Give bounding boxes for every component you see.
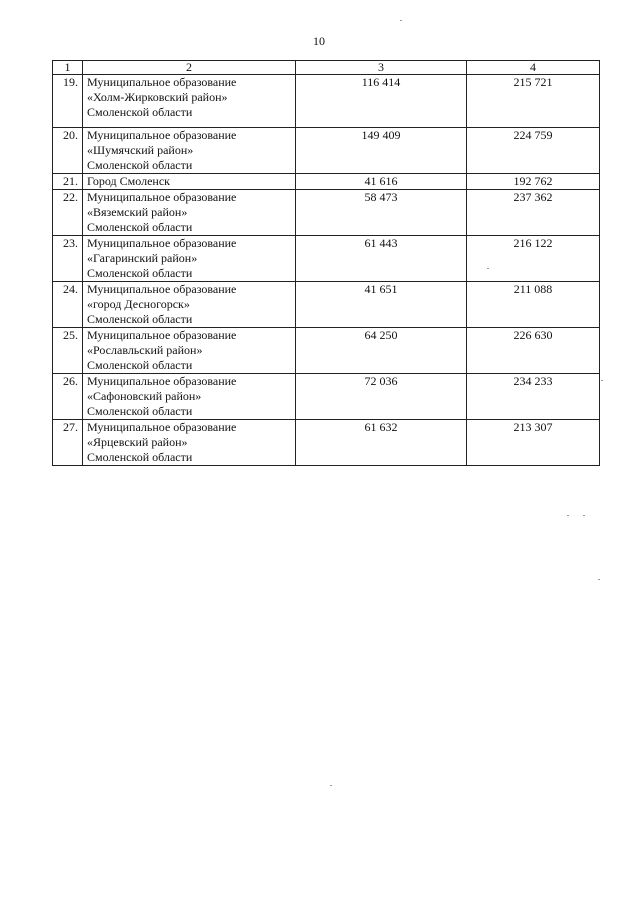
entity-name-line: Муниципальное образование	[87, 328, 237, 342]
value-cell-col3: 41 651	[296, 282, 467, 328]
row-number-cell: 22.	[53, 190, 83, 236]
row-number-cell: 23.	[53, 236, 83, 282]
value-cell-col3: 116 414	[296, 75, 467, 128]
value-cell-col3: 149 409	[296, 128, 467, 174]
entity-name-line: «Холм-Жирковский район»	[87, 90, 228, 104]
value-cell-col3: 61 443	[296, 236, 467, 282]
entity-name-line: «Гагаринский район»	[87, 251, 198, 265]
entity-name-line: «Ярцевский район»	[87, 435, 188, 449]
entity-name-line: Муниципальное образование	[87, 236, 237, 250]
entity-name-line: Смоленской области	[87, 105, 193, 119]
scan-speck	[330, 785, 332, 786]
entity-name-line: «Сафоновский район»	[87, 389, 202, 403]
row-number-cell: 25.	[53, 328, 83, 374]
row-number-cell: 24.	[53, 282, 83, 328]
table-row	[53, 374, 600, 420]
data-table	[52, 60, 600, 466]
value-cell-col3: 64 250	[296, 328, 467, 374]
scan-speck	[567, 515, 569, 516]
header-cell: 3	[296, 61, 467, 75]
entity-name-line: Муниципальное образование	[87, 75, 237, 89]
scan-speck	[400, 20, 402, 21]
entity-name-line: Город Смоленск	[87, 174, 170, 188]
entity-name-line: Смоленской области	[87, 266, 193, 280]
table-row	[53, 236, 600, 282]
table-header-row	[53, 61, 600, 75]
header-cell: 1	[53, 61, 83, 75]
scan-speck	[487, 268, 489, 269]
entity-name-line: «Вяземский район»	[87, 205, 188, 219]
value-cell-col4: 211 088	[467, 282, 600, 328]
table-row	[53, 282, 600, 328]
entity-name-line: Смоленской области	[87, 220, 193, 234]
entity-name-cell	[83, 75, 296, 128]
entity-name-line: Муниципальное образование	[87, 282, 237, 296]
scan-speck	[601, 380, 603, 381]
entity-name-line: Муниципальное образование	[87, 420, 237, 434]
entity-name-line: «Шумячский район»	[87, 143, 194, 157]
table-row	[53, 190, 600, 236]
entity-name-cell	[83, 328, 296, 374]
header-cell: 2	[83, 61, 296, 75]
entity-name-cell	[83, 374, 296, 420]
table-row	[53, 420, 600, 466]
row-number-cell: 27.	[53, 420, 83, 466]
value-cell-col4: 226 630	[467, 328, 600, 374]
header-cell: 4	[467, 61, 600, 75]
row-number-cell: 21.	[53, 174, 83, 190]
value-cell-col4: 192 762	[467, 174, 600, 190]
table-row	[53, 328, 600, 374]
row-number-cell: 19.	[53, 75, 83, 128]
entity-name-line: Муниципальное образование	[87, 190, 237, 204]
value-cell-col4: 216 122	[467, 236, 600, 282]
value-cell-col3: 58 473	[296, 190, 467, 236]
value-cell-col4: 215 721	[467, 75, 600, 128]
page-number: 10	[313, 34, 325, 48]
entity-name-cell	[83, 174, 296, 190]
value-cell-col3: 61 632	[296, 420, 467, 466]
table-row	[53, 128, 600, 174]
entity-name-line: «город Десногорск»	[87, 297, 190, 311]
table-body	[53, 75, 600, 466]
entity-name-cell	[83, 282, 296, 328]
entity-name-line: Смоленской области	[87, 158, 193, 172]
value-cell-col3: 72 036	[296, 374, 467, 420]
value-cell-col4: 224 759	[467, 128, 600, 174]
value-cell-col4: 237 362	[467, 190, 600, 236]
table-row	[53, 174, 600, 190]
scan-speck	[583, 515, 585, 516]
value-cell-col4: 234 233	[467, 374, 600, 420]
entity-name-line: «Рославльский район»	[87, 343, 203, 357]
entity-name-cell	[83, 420, 296, 466]
scan-speck	[598, 579, 600, 580]
value-cell-col3: 41 616	[296, 174, 467, 190]
entity-name-line: Смоленской области	[87, 404, 193, 418]
value-cell-col4: 213 307	[467, 420, 600, 466]
entity-name-line: Муниципальное образование	[87, 128, 237, 142]
entity-name-line: Смоленской области	[87, 312, 193, 326]
entity-name-line: Смоленской области	[87, 450, 193, 464]
entity-name-line: Смоленской области	[87, 358, 193, 372]
entity-name-cell	[83, 190, 296, 236]
table-row	[53, 75, 600, 128]
entity-name-cell	[83, 236, 296, 282]
entity-name-line: Муниципальное образование	[87, 374, 237, 388]
row-number-cell: 20.	[53, 128, 83, 174]
entity-name-cell	[83, 128, 296, 174]
row-number-cell: 26.	[53, 374, 83, 420]
